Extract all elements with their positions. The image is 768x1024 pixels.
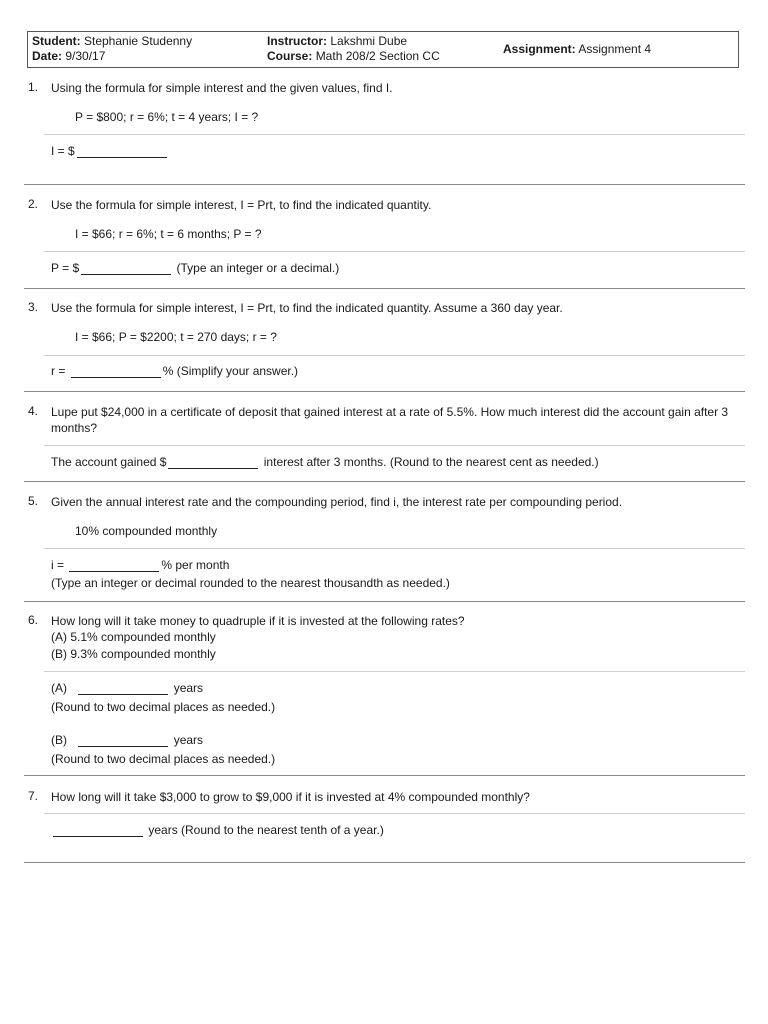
question-separator xyxy=(24,288,745,289)
student-date-cell xyxy=(32,34,192,64)
question-text: How long will it take money to quadruple if it is invested at the following rates? xyxy=(51,614,465,628)
instructor-course-cell xyxy=(267,34,440,64)
answer-line xyxy=(51,454,599,469)
course-label: Course: xyxy=(267,49,313,63)
given-values: P = $800; r = 6%; t = 4 years; I = ? xyxy=(75,110,259,124)
question-number: 2. xyxy=(28,197,39,211)
answer-input[interactable] xyxy=(168,454,258,469)
answer-prefix: I = $ xyxy=(51,144,75,158)
date-value: 9/30/17 xyxy=(65,49,106,63)
answer-input[interactable] xyxy=(81,260,171,275)
divider xyxy=(44,548,745,549)
question-text: Use the formula for simple interest, I = Prt, to find the indicated quantity. Assume a 360 day year. xyxy=(51,301,563,315)
divider xyxy=(44,355,745,356)
answer-input[interactable] xyxy=(71,363,161,378)
given-values: 10% compounded monthly xyxy=(75,524,218,538)
answer-line xyxy=(51,363,298,378)
answer-line xyxy=(51,822,384,837)
answer-hint: interest after 3 months. (Round to the nearest cent as needed.) xyxy=(263,455,599,469)
question-text: Given the annual interest rate and the compounding period, find i, the interest rate per compounding period. xyxy=(51,495,623,509)
question-number: 1. xyxy=(28,80,39,94)
answer-hint: % (Simplify your answer.) xyxy=(162,364,299,378)
divider xyxy=(44,134,745,135)
answer-b-note: (Round to two decimal places as needed.) xyxy=(51,752,276,766)
answer-prefix: r = xyxy=(51,364,66,378)
answer-line xyxy=(51,557,229,572)
answer-a-prefix: (A) xyxy=(51,681,67,695)
answer-hint: years (Round to the nearest tenth of a year.) xyxy=(148,823,384,837)
question-separator xyxy=(24,391,745,392)
given-values: I = $66; P = $2200; t = 270 days; r = ? xyxy=(75,330,277,344)
question-number: 6. xyxy=(28,613,39,627)
question-number: 7. xyxy=(28,789,39,803)
question-separator xyxy=(24,184,745,185)
answer-hint: % per month xyxy=(161,558,230,572)
question-number: 4. xyxy=(28,404,39,418)
answer-b-input[interactable] xyxy=(78,732,168,747)
option-a: (A) 5.1% compounded monthly xyxy=(51,630,216,644)
answer-prefix: P = $ xyxy=(51,261,80,275)
question-text: Using the formula for simple interest and the given values, find I. xyxy=(51,81,393,95)
question-text: Use the formula for simple interest, I = Prt, to find the indicated quantity. xyxy=(51,198,432,212)
assignment-cell xyxy=(503,42,651,57)
answer-note: (Type an integer or decimal rounded to the nearest thousandth as needed.) xyxy=(51,576,450,590)
question-text: Lupe put $24,000 in a certificate of deposit that gained interest at a rate of 5.5%. How much interest did the account gain after 3 months? xyxy=(51,405,729,435)
answer-prefix: i = xyxy=(51,558,65,572)
answer-line xyxy=(51,260,339,275)
answer-prefix: The account gained $ xyxy=(51,455,167,469)
divider xyxy=(44,813,745,814)
instructor-label: Instructor: xyxy=(267,34,327,48)
question-separator xyxy=(24,862,745,863)
option-b: (B) 9.3% compounded monthly xyxy=(51,647,216,661)
answer-input[interactable] xyxy=(53,822,143,837)
answer-hint: (Type an integer or a decimal.) xyxy=(176,261,340,275)
answer-a-unit: years xyxy=(173,681,204,695)
answer-input[interactable] xyxy=(69,557,159,572)
answer-b-unit: years xyxy=(173,733,204,747)
question-number: 5. xyxy=(28,494,39,508)
question-separator xyxy=(24,481,745,482)
instructor-name: Lakshmi Dube xyxy=(330,34,408,48)
question-separator xyxy=(24,601,745,602)
answer-a-line xyxy=(51,680,203,695)
course-value: Math 208/2 Section CC xyxy=(315,49,440,63)
assignment-value: Assignment 4 xyxy=(578,42,652,56)
answer-b-prefix: (B) xyxy=(51,733,67,747)
divider xyxy=(44,445,745,446)
answer-input[interactable] xyxy=(77,143,167,158)
student-name: Stephanie Studenny xyxy=(84,34,193,48)
question-separator xyxy=(24,775,745,776)
divider xyxy=(44,671,745,672)
divider xyxy=(44,251,745,252)
question-number: 3. xyxy=(28,300,39,314)
given-values: I = $66; r = 6%; t = 6 months; P = ? xyxy=(75,227,262,241)
assignment-label: Assignment: xyxy=(503,42,576,56)
answer-line xyxy=(51,143,169,158)
answer-a-input[interactable] xyxy=(78,680,168,695)
header-box xyxy=(27,31,739,68)
student-label: Student: xyxy=(32,34,81,48)
date-label: Date: xyxy=(32,49,63,63)
answer-b-line xyxy=(51,732,203,747)
answer-a-note: (Round to two decimal places as needed.) xyxy=(51,700,276,714)
question-text: How long will it take $3,000 to grow to $9,000 if it is invested at 4% compounded monthly? xyxy=(51,790,530,804)
